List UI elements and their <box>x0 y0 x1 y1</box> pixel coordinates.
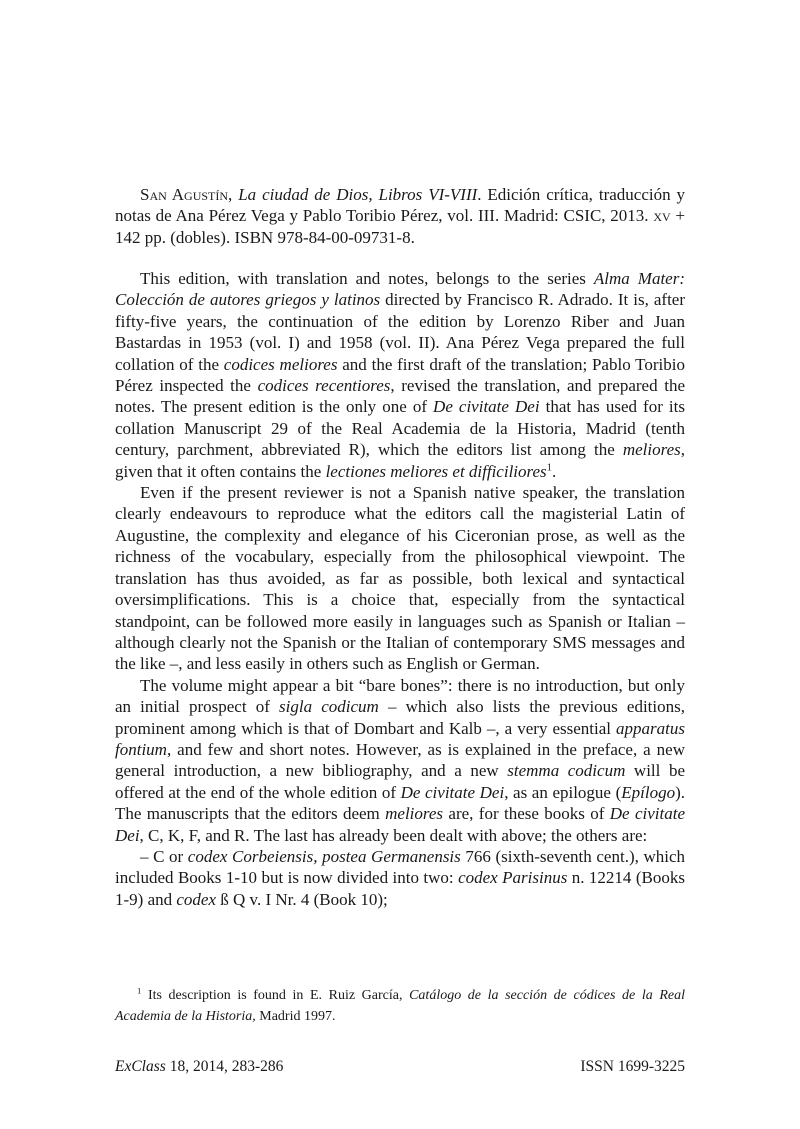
footnote-text <box>115 986 685 1027</box>
italic-text: codex <box>176 889 217 909</box>
text-run: n. 12214 (Books 1-9) and <box>115 868 685 909</box>
text-run: + 142 pp. (dobles). ISBN 978-84-00-09731-8. <box>115 206 685 247</box>
text-run: will be offered at the end of the whole edition of <box>115 761 685 802</box>
text-run: ß Q v. I Nr. 4 (Book 10); <box>216 889 388 909</box>
italic-text: meliores <box>385 804 444 824</box>
review-body <box>115 268 685 910</box>
text-run: . <box>551 461 557 481</box>
text-run: ). The manuscripts that the editors deem <box>115 782 685 824</box>
text-run: , given that it often contains the <box>115 440 685 481</box>
italic-text: codices recentiores <box>257 376 391 396</box>
text-run: , as an epilogue ( <box>504 782 622 802</box>
italic-text: Alma Mater: Colección de autores griegos y latinos <box>115 269 685 310</box>
text-run: directed by Francisco R. Adrado. It is, after fifty-five years, the continuation of the edition by Lorenzo Riber and Juan Bastardas in 1953 (vol. I) and 1958 (vol. II). Ana Pérez Vega prepared the full collation of the <box>115 290 685 374</box>
text-run: 766 (sixth-seventh cent.), which included Books 1-10 but is now divided into two: <box>115 846 685 888</box>
text-run: , <box>228 185 239 204</box>
italic-text: meliores <box>622 440 681 460</box>
italic-text: De civitate Dei <box>433 397 540 417</box>
text-run: , revised the translation, and prepared the notes. The present edition is the only one of <box>115 376 685 417</box>
text-run: , Madrid 1997. <box>252 1008 336 1024</box>
text-run: – C or <box>140 846 188 866</box>
italic-text: codex Corbeiensis, postea Germanensis <box>187 846 461 866</box>
body-paragraph-2 <box>115 482 685 675</box>
text-run: 18, 2014, 283-286 <box>165 1058 284 1075</box>
text-run: , and few and short notes. However, as is explained in the preface, a new general introduction, a new bibliography, and a new <box>115 739 685 781</box>
text-run: – which also lists the previous editions, prominent among which is that of Dombart and Kalb –, a very essential <box>115 697 685 738</box>
footer-journal-reference <box>115 1058 283 1076</box>
smallcaps-text: San Agustín <box>140 185 229 204</box>
text-run: This edition, with translation and notes, belongs to the series <box>140 269 594 288</box>
book-citation <box>115 184 685 248</box>
footnote-marker: 1 <box>137 985 142 996</box>
body-paragraph-3 <box>115 675 685 846</box>
text-run: The volume might appear a bit “bare bones”: there is no introduction, but only an initial prospect of <box>115 675 685 717</box>
text-run: , C, K, F, and R. The last has already been dealt with above; the others are: <box>139 825 648 845</box>
smallcaps-text: xv <box>653 206 671 226</box>
italic-text: Catálogo de la sección de códices de la Real Academia de la Historia <box>115 988 685 1024</box>
italic-text: codex Parisinus <box>458 868 568 888</box>
text-run: and the first draft of the translation; Pablo Toribio Pérez inspected the <box>115 354 685 396</box>
italic-text: Epílogo <box>621 782 676 802</box>
text-run: Its description is found in E. Ruiz García, <box>141 988 410 1003</box>
italic-text: De civitate Dei <box>400 782 505 802</box>
body-paragraph-1 <box>115 268 685 482</box>
italic-text: stemma codicum <box>507 761 626 781</box>
italic-text: codices meliores <box>223 354 338 374</box>
footnote-marker: 1 <box>546 462 552 473</box>
italic-text: ExClass <box>115 1058 166 1075</box>
italic-text: apparatus fontium <box>115 718 685 759</box>
text-run: that has used for its collation Manuscript 29 of the Real Academia de la Historia, Madrid (tenth century, parchment, abbreviated R), which the editors list among the <box>115 397 685 460</box>
text-run: are, for these books of <box>443 804 610 824</box>
italic-text: lectiones meliores et difficiliores <box>325 461 547 481</box>
page-footer <box>115 1058 685 1076</box>
text-run: Even if the present reviewer is not a Spanish native speaker, the translation clearly endeavours to reproduce what the editors call the magisterial Latin of Augustine, the complexity and elegance of his Ciceronian prose, as well as the richness of the vocabulary, especially from the philosophical viewpoint. The translation has thus avoided, as far as possible, both lexical and syntactical oversimplifications. This is a choice that, especially from the syntactical standpoint, can be followed more easily in languages such as Spanish or Italian – although clearly not the Spanish or the Italian of contemporary SMS messages and the like –, and less easily in others such as English or German. <box>115 483 685 674</box>
italic-text: De civitate Dei <box>115 804 685 845</box>
footer-issn: ISSN 1699-3225 <box>580 1058 685 1075</box>
text-run: . Edición crítica, traducción y notas de Ana Pérez Vega y Pablo Toribio Pérez, vol. III. Madrid: CSIC, 2013. <box>115 185 685 226</box>
italic-text: La ciudad de Dios, Libros VI-VIII <box>238 185 478 204</box>
italic-text: sigla codicum <box>279 697 379 717</box>
body-paragraph-4 <box>115 846 685 910</box>
